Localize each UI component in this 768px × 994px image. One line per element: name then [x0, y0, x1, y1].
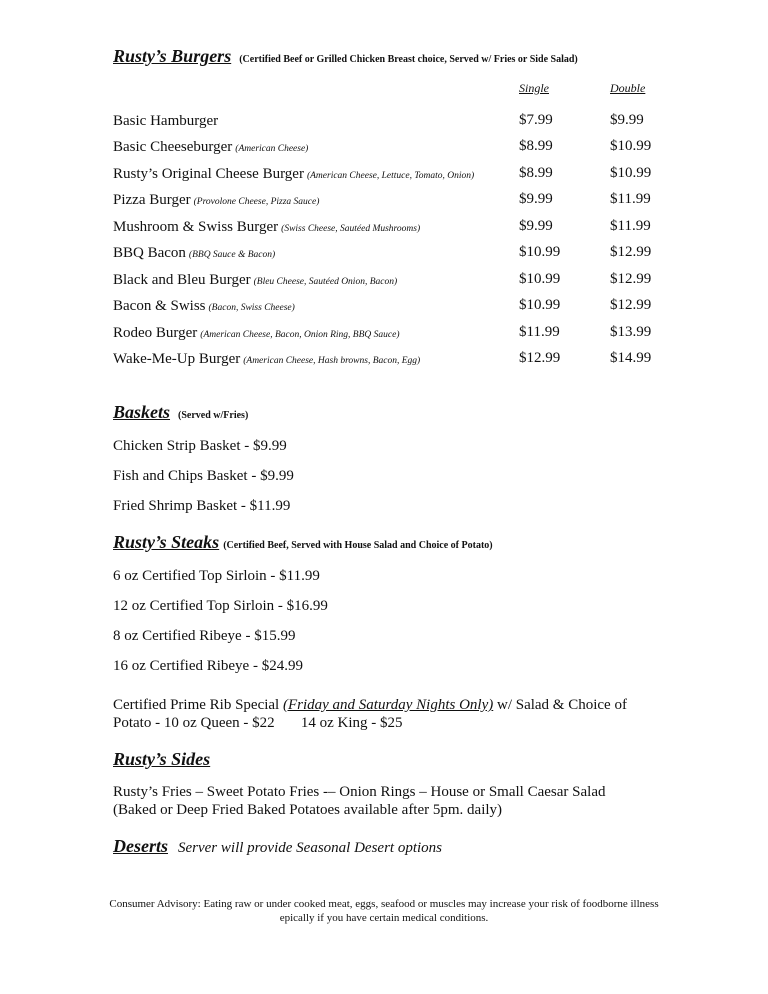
price-double: $10.99 [610, 165, 652, 181]
item-name-wrap [113, 191, 319, 211]
price-single: $12.99 [519, 350, 561, 366]
item-name: Basic Hamburger [113, 113, 219, 129]
price-double: $10.99 [610, 138, 652, 154]
menu-item: 8 oz Certified Ribeye - $15.99 [113, 628, 296, 644]
special-days: (Friday and Saturday Nights Only) [282, 697, 494, 713]
item-desc: (Bleu Cheese, Sautéed Onion, Bacon) [253, 277, 398, 287]
sides-line: Rusty’s Fries – Sweet Potato Fries -– Onion Rings – House or Small Caesar Salad [113, 784, 606, 800]
price-single: $9.99 [519, 191, 553, 207]
price-double: $11.99 [610, 191, 651, 207]
section-note: (Certified Beef or Grilled Chicken Breast choice, Served w/ Fries or Side Salad) [239, 54, 578, 65]
item-name-wrap [113, 244, 275, 264]
price-single: $10.99 [519, 297, 561, 313]
section-title: Deserts [113, 836, 168, 856]
item-desc: (American Cheese, Lettuce, Tomato, Onion) [306, 171, 475, 181]
item-name-wrap [113, 297, 295, 317]
consumer-advisory: Consumer Advisory: Eating raw or under cooked meat, eggs, seafood or muscles may increase your risk of foodborne illness epically if you have certain medical conditions. [109, 898, 659, 924]
price-single: $8.99 [519, 138, 553, 154]
item-name: Black and Bleu Burger [113, 272, 251, 288]
menu-item: Fried Shrimp Basket - $11.99 [113, 498, 291, 514]
column-single: Single [519, 81, 549, 95]
menu-item: 12 oz Certified Top Sirloin - $16.99 [113, 598, 328, 614]
text: Certified Prime Rib Special [113, 697, 283, 713]
menu-item: Fish and Chips Basket - $9.99 [113, 468, 294, 484]
steaks-heading [113, 532, 493, 553]
baskets-heading [113, 402, 248, 423]
section-note: Server will provide Seasonal Desert options [178, 840, 442, 856]
item-name: Bacon & Swiss [113, 298, 206, 314]
item-name: BBQ Bacon [113, 245, 186, 261]
menu-item: Chicken Strip Basket - $9.99 [113, 438, 287, 454]
item-name-wrap [113, 112, 221, 132]
item-desc: (American Cheese) [235, 144, 309, 154]
menu-item: 16 oz Certified Ribeye - $24.99 [113, 658, 303, 674]
item-name-wrap [113, 218, 420, 238]
item-desc: (Bacon, Swiss Cheese) [208, 303, 295, 313]
item-name: Rodeo Burger [113, 325, 198, 341]
price-double: $11.99 [610, 218, 651, 234]
item-desc: (Swiss Cheese, Sautéed Mushrooms) [281, 224, 421, 234]
item-name: Mushroom & Swiss Burger [113, 219, 279, 235]
sides-line: (Baked or Deep Fried Baked Potatoes available after 5pm. daily) [113, 802, 503, 818]
item-desc: (Provolone Cheese, Pizza Sauce) [193, 197, 320, 207]
item-name-wrap [113, 271, 397, 291]
item-name: Rusty’s Original Cheese Burger [113, 166, 304, 182]
item-name-wrap [113, 324, 399, 344]
text: w/ Salad & Choice of [493, 697, 627, 713]
menu-item: 6 oz Certified Top Sirloin - $11.99 [113, 568, 320, 584]
price-single: $9.99 [519, 218, 553, 234]
section-note: (Served w/Fries) [178, 410, 249, 421]
price-single: $8.99 [519, 165, 553, 181]
price-double: $9.99 [610, 112, 644, 128]
price-double: $12.99 [610, 297, 652, 313]
item-name: Basic Cheeseburger [113, 139, 233, 155]
price-double: $12.99 [610, 244, 652, 260]
item-name: Wake-Me-Up Burger [113, 351, 241, 367]
price-single: $10.99 [519, 244, 561, 260]
price-double: $13.99 [610, 324, 652, 340]
section-title: Rusty’s Burgers [113, 46, 232, 66]
item-name: Pizza Burger [113, 192, 191, 208]
prime-rib-line1 [113, 696, 627, 714]
section-title: Rusty’s Steaks [113, 532, 220, 552]
price-single: $10.99 [519, 271, 561, 287]
burgers-heading [113, 46, 578, 67]
price-double: $12.99 [610, 271, 652, 287]
price-double: $14.99 [610, 350, 652, 366]
item-name-wrap [113, 350, 420, 370]
section-note: (Certified Beef, Served with House Salad and Choice of Potato) [223, 540, 493, 551]
item-desc: (BBQ Sauce & Bacon) [188, 250, 276, 260]
item-name-wrap [113, 165, 474, 185]
item-name-wrap [113, 138, 308, 158]
price-single: $7.99 [519, 112, 553, 128]
price-single: $11.99 [519, 324, 560, 340]
deserts-heading [113, 836, 442, 857]
column-double: Double [610, 81, 646, 95]
item-desc: (American Cheese, Bacon, Onion Ring, BBQ Sauce) [200, 330, 400, 340]
section-title: Baskets [113, 402, 171, 422]
prime-rib-line2: Potato - 10 oz Queen - $22 14 oz King - $25 [113, 715, 403, 731]
item-desc: (American Cheese, Hash browns, Bacon, Egg) [243, 356, 421, 366]
sides-heading: Rusty’s Sides [113, 749, 211, 769]
